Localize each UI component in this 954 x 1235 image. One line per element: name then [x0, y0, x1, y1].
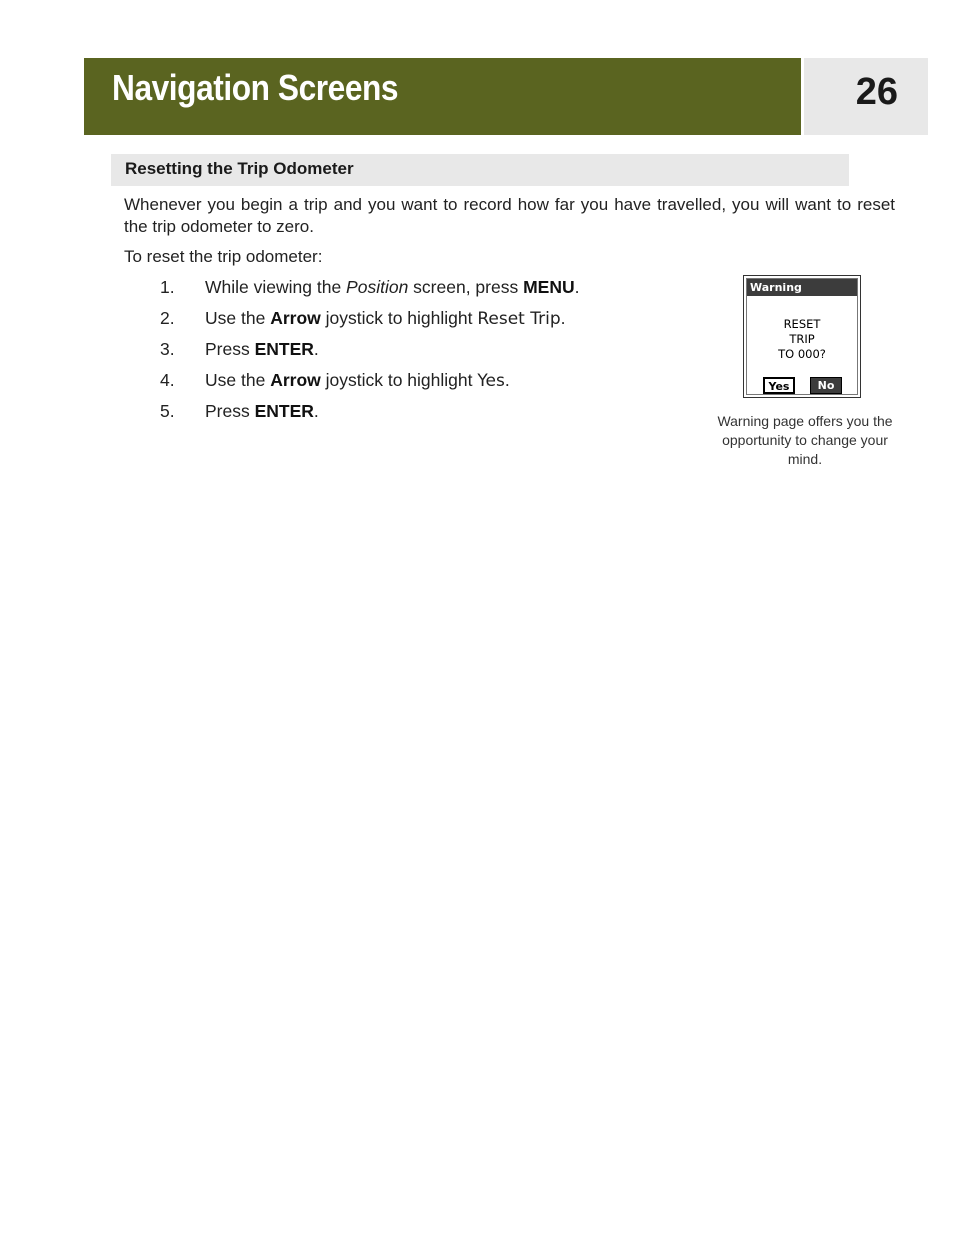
step-3 [124, 337, 704, 368]
intro-paragraph: Whenever you begin a trip and you want to record how far you have travelled, you will want to reset the trip odometer to zero. [124, 195, 895, 236]
step-text: Use the Arrow joystick to highlight Reset Trip. [205, 308, 566, 329]
menu-option: Reset Trip [477, 309, 561, 329]
step-text: Press ENTER. [205, 339, 319, 359]
step-number: 2. [160, 308, 175, 328]
chapter-header [84, 58, 801, 135]
device-screenshot [743, 275, 861, 398]
device-screen-frame [746, 278, 858, 395]
step-number: 4. [160, 370, 175, 390]
step-2 [124, 306, 704, 337]
screen-name: Position [346, 277, 409, 297]
step-5 [124, 399, 704, 430]
section-header [111, 154, 849, 186]
chapter-title: Navigation Screens [112, 67, 399, 108]
key-name: ENTER [254, 401, 314, 421]
step-text: Press ENTER. [205, 401, 319, 421]
menu-option: Yes [477, 371, 505, 391]
message-line: TO 000? [778, 347, 826, 361]
message-line: RESET [783, 317, 821, 331]
page-number-box [804, 58, 928, 135]
lead-paragraph: To reset the trip odometer: [124, 247, 323, 266]
section-title: Resetting the Trip Odometer [125, 159, 354, 178]
message-line: TRIP [789, 332, 815, 346]
step-number: 3. [160, 339, 175, 359]
key-name: ENTER [254, 339, 314, 359]
figure-caption: Warning page offers you the opportunity to change your mind. [717, 413, 893, 467]
step-number: 1. [160, 277, 175, 297]
step-number: 5. [160, 401, 175, 421]
key-name: MENU [523, 277, 575, 297]
warning-title-bar: Warning [747, 279, 857, 296]
step-1 [124, 275, 704, 306]
warning-message [747, 317, 857, 362]
yes-button[interactable]: Yes [763, 377, 795, 394]
page-number: 26 [855, 71, 898, 113]
step-4 [124, 368, 704, 399]
steps-list [124, 275, 704, 430]
step-text: While viewing the Position screen, press MENU. [205, 277, 580, 297]
no-button[interactable]: No [810, 377, 842, 394]
step-text: Use the Arrow joystick to highlight Yes. [205, 370, 510, 391]
key-name: Arrow [270, 308, 321, 328]
key-name: Arrow [270, 370, 321, 390]
